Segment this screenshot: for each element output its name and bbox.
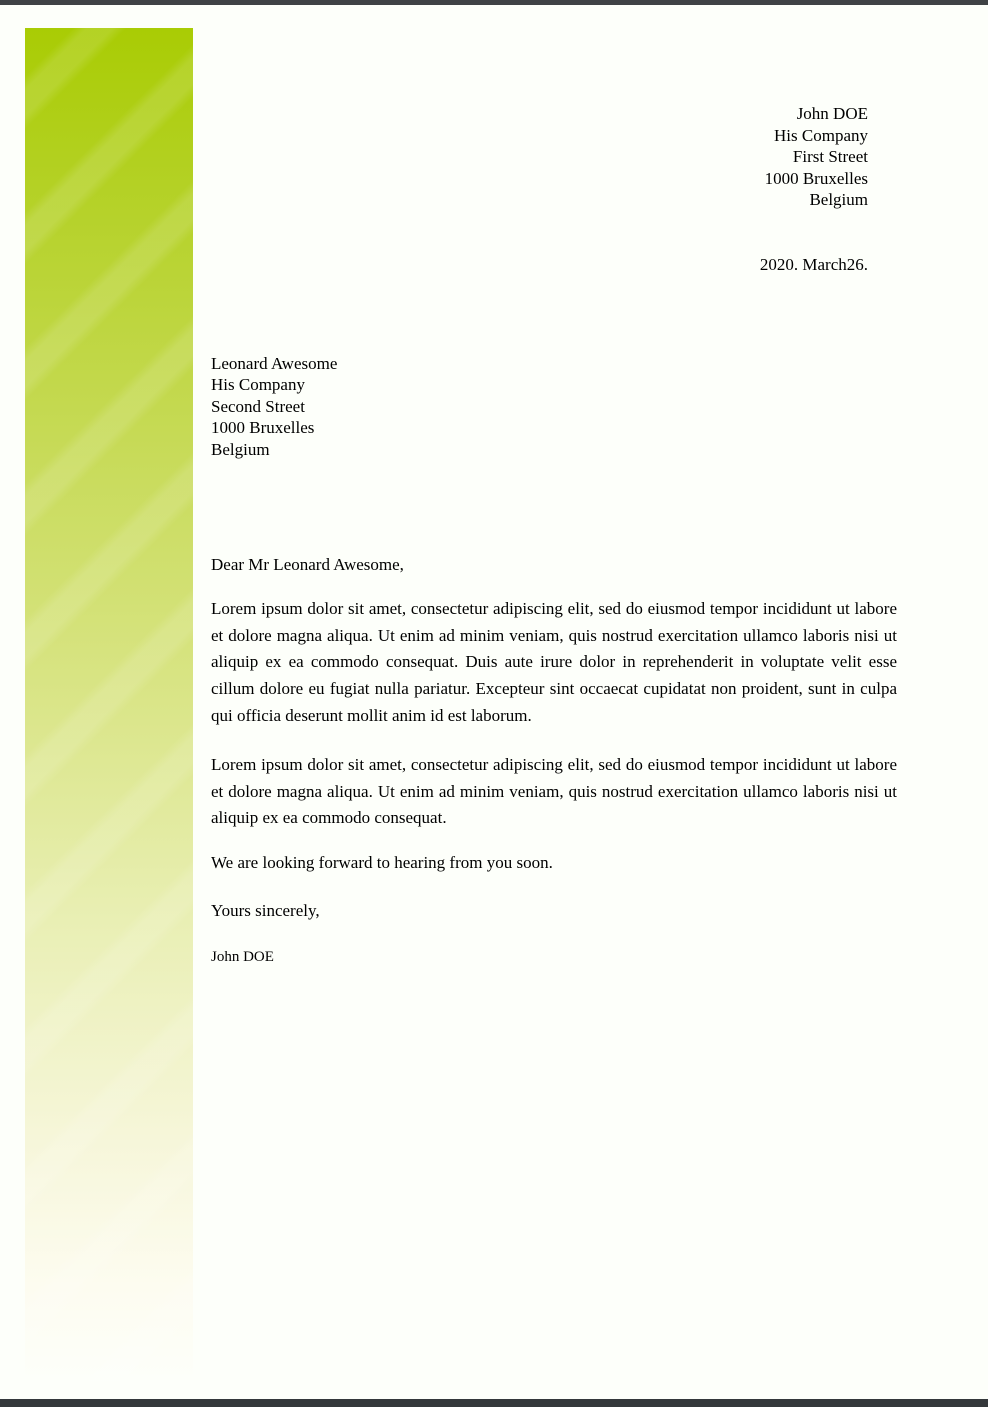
valediction: Yours sincerely,: [211, 900, 320, 920]
sender-address-line: His Company: [774, 125, 868, 145]
recipient-address-line: Leonard Awesome: [211, 353, 338, 373]
sender-address-line: John DOE: [796, 104, 868, 123]
sender-address-line: First Street: [792, 147, 868, 166]
letter-content: [211, 0, 897, 967]
recipient-address-line: 1000 Bruxelles: [211, 418, 315, 437]
body-paragraph: Lorem ipsum dolor sit amet, consectetur adipiscing elit, sed do eiusmod tempor incididunt ut labore et dolore magna aliqua. Ut enim ad minim veniam, quis nostrud exercitation ullamco laboris nisi ut aliquip ex ea commodo consequat. Duis aute irure dolor in reprehenderit in voluptate velit esse cillum dolore eu fugiat nulla pariatur. Excepteur sint occaecat cupidatat non proident, sunt in culpa qui officia deserunt mollit anim id est laborum.: [211, 598, 897, 725]
recipient-address-line: Belgium: [211, 439, 270, 459]
body-paragraph: Lorem ipsum dolor sit amet, consectetur adipiscing elit, sed do eiusmod tempor incididunt ut labore et dolore magna aliqua. Ut enim ad minim veniam, quis nostrud exercitation ullamco laboris nisi ut aliquip ex ea commodo consequat.: [211, 754, 897, 828]
sender-address: [211, 103, 897, 211]
sender-address-line: 1000 Bruxelles: [764, 168, 868, 188]
salutation: Dear Mr Leonard Awesome,: [211, 555, 404, 574]
viewer-bottom-edge: [0, 1399, 988, 1407]
closing-line: We are looking forward to hearing from you soon.: [211, 853, 553, 873]
accent-gradient-bar: [25, 28, 193, 1381]
recipient-address: [211, 353, 897, 461]
signature: John DOE: [211, 948, 274, 965]
sender-address-line: Belgium: [809, 190, 868, 209]
letter-date: 2020. March26.: [759, 254, 868, 274]
recipient-address-line: Second Street: [211, 396, 305, 416]
recipient-address-line: His Company: [211, 375, 305, 394]
